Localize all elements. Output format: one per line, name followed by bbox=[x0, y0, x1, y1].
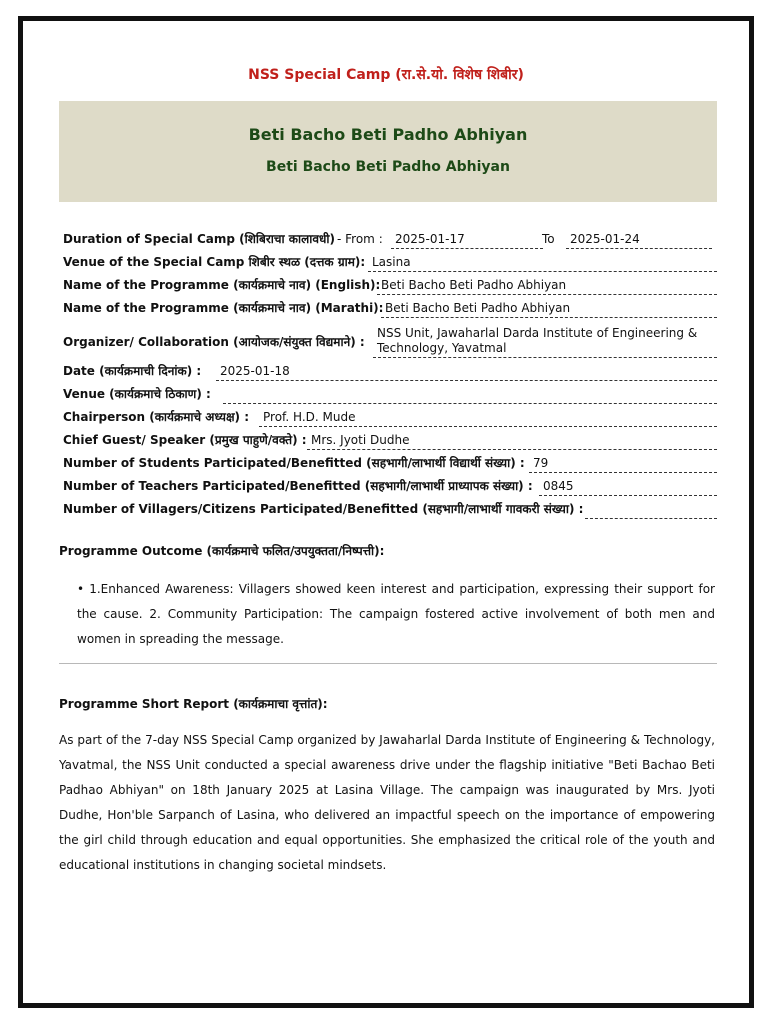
report-text: As part of the 7-day NSS Special Camp organized by Jawaharlal Darda Institute of Engineering & Technology, Yavatmal, the NSS Unit conducted a special awareness drive under the flagship initiative "Beti Bachao Beti Padhao Abhiyan" on 18th January 2025 at Lasina Village. The campaign was inaugurated by Mrs. Jyoti Dudhe, Hon'ble Sarpanch of Lasina, who delivered an impactful speech on the importance of empowering the girl child through education and equal opportunities. She emphasized the critical role of the youth and educational institutions in changing societal mindsets. bbox=[59, 733, 715, 872]
date-row bbox=[63, 364, 717, 379]
chief-guest-row bbox=[63, 433, 717, 448]
teachers-label: Number of Teachers Participated/Benefitted (सहभागी/लाभार्थी प्राध्यापक संख्या) : bbox=[63, 479, 533, 493]
students-value: 79 bbox=[529, 456, 717, 473]
document-frame bbox=[18, 16, 754, 1008]
villagers-row bbox=[63, 502, 717, 517]
organizer-value: NSS Unit, Jawaharlal Darda Institute of Engineering & Technology, Yavatmal bbox=[373, 326, 717, 358]
venue-camp-value: Lasina bbox=[368, 255, 717, 272]
camp-title: NSS Special Camp (रा.से.यो. विशेष शिबीर) bbox=[248, 67, 524, 83]
chairperson-value: Prof. H.D. Mude bbox=[259, 410, 717, 427]
venue-camp-row bbox=[63, 255, 717, 270]
duration-label: Duration of Special Camp (शिबिराचा कालावधी) bbox=[63, 232, 335, 246]
teachers-value: 0845 bbox=[539, 479, 717, 496]
section-divider bbox=[59, 663, 717, 664]
venue-label: Venue (कार्यक्रमाचे ठिकाण) : bbox=[63, 387, 211, 401]
to-label: To bbox=[542, 232, 555, 246]
chief-guest-value: Mrs. Jyoti Dudhe bbox=[307, 433, 717, 450]
programme-mr-value: Beti Bacho Beti Padho Abhiyan bbox=[381, 301, 717, 318]
programme-en-row bbox=[63, 278, 717, 293]
to-value: 2025-01-24 bbox=[566, 232, 712, 249]
title-banner bbox=[59, 101, 717, 202]
programme-mr-row bbox=[63, 301, 717, 316]
students-row bbox=[63, 456, 717, 471]
organizer-row bbox=[63, 326, 717, 360]
villagers-label: Number of Villagers/Citizens Participated/Benefitted (सहभागी/लाभार्थी गावकरी संख्या) : bbox=[63, 502, 584, 516]
venue-camp-label: Venue of the Special Camp शिबीर स्थळ (दत्तक ग्राम): bbox=[63, 255, 366, 269]
villagers-value bbox=[585, 502, 717, 519]
programme-en-label: Name of the Programme (कार्यक्रमाचे नाव) (English): bbox=[63, 278, 381, 292]
report-label: Programme Short Report (कार्यक्रमाचा वृत्तांत): bbox=[59, 697, 328, 711]
date-label: Date (कार्यक्रमाची दिनांक) : bbox=[63, 364, 202, 378]
from-value: 2025-01-17 bbox=[391, 232, 543, 249]
date-value: 2025-01-18 bbox=[216, 364, 717, 381]
duration-row bbox=[63, 232, 717, 247]
organizer-label: Organizer/ Collaboration (आयोजक/संयुक्त विद्यमाने) : bbox=[63, 335, 365, 349]
chairperson-label: Chairperson (कार्यक्रमाचे अध्यक्ष) : bbox=[63, 410, 250, 424]
outcome-label: Programme Outcome (कार्यक्रमाचे फलित/उपयुक्तता/निष्पत्ती): bbox=[59, 544, 385, 558]
students-label: Number of Students Participated/Benefitted (सहभागी/लाभार्थी विद्यार्थी संख्या) : bbox=[63, 456, 525, 470]
chief-guest-label: Chief Guest/ Speaker (प्रमुख पाहुणे/वक्ते) : bbox=[63, 433, 307, 447]
teachers-row bbox=[63, 479, 717, 494]
venue-row bbox=[63, 387, 717, 402]
banner-subtitle: Beti Bacho Beti Padho Abhiyan bbox=[266, 159, 510, 175]
programme-mr-label: Name of the Programme (कार्यक्रमाचे नाव) (Marathi): bbox=[63, 301, 384, 315]
from-label: - From : bbox=[337, 232, 383, 246]
venue-value bbox=[223, 387, 717, 404]
outcome-text: • 1.Enhanced Awareness: Villagers showed keen interest and participation, expressing their support for the cause. 2. Community Participation: The campaign fostered active involvement of both men and women in spreading the message. bbox=[77, 582, 715, 646]
programme-en-value: Beti Bacho Beti Padho Abhiyan bbox=[377, 278, 717, 295]
chairperson-row bbox=[63, 410, 717, 425]
banner-title: Beti Bacho Beti Padho Abhiyan bbox=[248, 125, 528, 144]
